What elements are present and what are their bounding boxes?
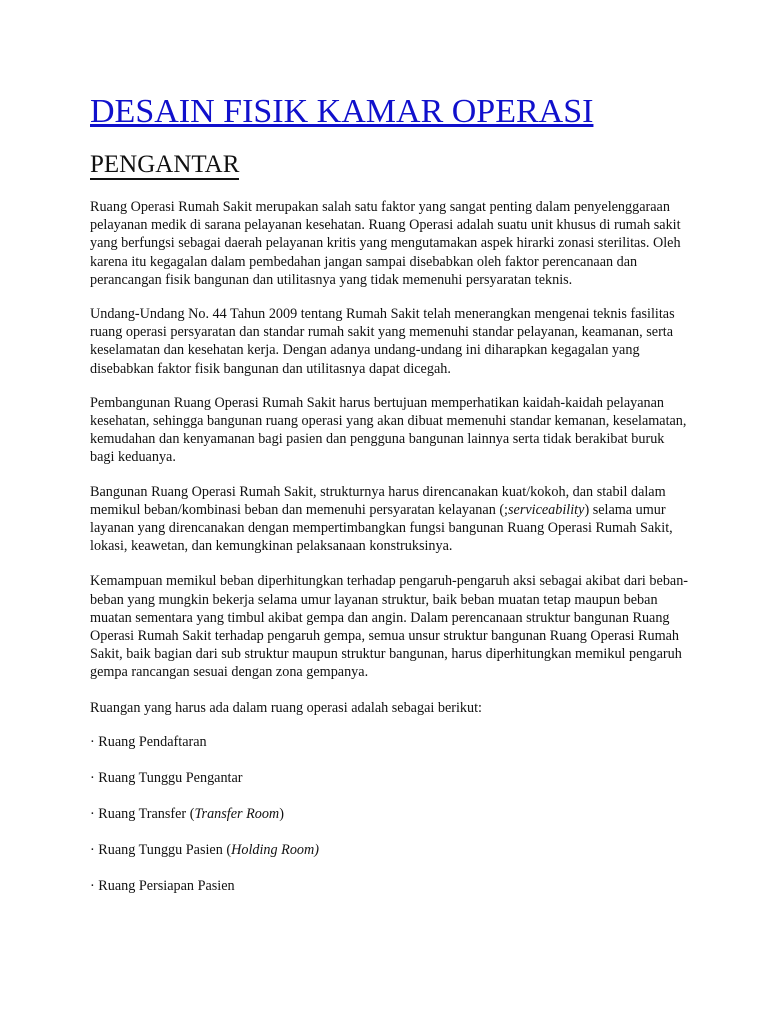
list-item [90, 769, 690, 787]
paragraph-1: Ruang Operasi Rumah Sakit merupakan salah satu faktor yang sangat penting dalam penyelenggaraan pelayanan medik di sarana pelayanan kesehatan. Ruang Operasi adalah suatu unit khusus di rumah sakit yang berfungsi sebagai daerah pelayanan kritis yang mengutamakan aspek hirarki zonasi sterilitas. Oleh karena itu kegagalan dalam pembedahan jangan sampai disebabkan oleh faktor perencanaan dan perancangan fisik bangunan dan utilitasnya yang tidak memenuhi persyaratan teknis. [90, 199, 681, 288]
list-item-text: · Ruang Pendaftaran [90, 733, 207, 750]
list-item-italic: Holding Room) [231, 841, 319, 858]
paragraph-4-italic-term: serviceability [508, 501, 585, 518]
paragraph-5: Kemampuan memikul beban diperhitungkan terhadap pengaruh-pengaruh aksi sebagai akibat dari beban-beban yang mungkin bekerja selama umur layanan struktur, baik beban muatan tetap maupun beban muatan sementara yang timbul akibat gempa dan angin. Dalam perencanaan struktur bangunan Ruang Operasi Rumah Sakit terhadap pengaruh gempa, semua unsur struktur bangunan Ruang Operasi Rumah Sakit, baik bagian dari sub struktur maupun struktur bangunan, harus diperhitungkan memikul pengaruh gempa rancangan sesuai dengan zona gempanya. [90, 573, 689, 681]
list-item-text: · Ruang Tunggu Pasien ( [90, 841, 232, 858]
document-title-link[interactable]: DESAIN FISIK KAMAR OPERASI [90, 93, 594, 130]
section-heading [90, 150, 690, 180]
list-item-suffix: ) [279, 805, 284, 822]
list-item [90, 733, 690, 751]
list-item-text: · Ruang Transfer ( [90, 805, 195, 822]
paragraph-4-text-end: ) selama umur layanan yang direncanakan dengan mempertimbangkan fungsi bangunan Ruang Operasi Rumah Sakit, lokasi, keawetan, dan kemungkinan pelaksanaan konstruksinya. [90, 501, 673, 555]
paragraph-4 [90, 483, 690, 556]
paragraph-4-text-start: Bangunan Ruang Operasi Rumah Sakit, strukturnya harus direncanakan kuat/kokoh, dan stabil dalam memikul beban/kombinasi beban dan memenuhi persyaratan kelayanan (; [90, 483, 666, 518]
room-list [90, 733, 690, 895]
list-item-italic: Transfer Room [194, 805, 280, 822]
paragraph-6: Ruangan yang harus ada dalam ruang operasi adalah sebagai berikut: [90, 699, 482, 716]
list-item-text: · Ruang Persiapan Pasien [90, 877, 235, 894]
list-item [90, 841, 690, 859]
section-heading-text: PENGANTAR [90, 151, 240, 178]
paragraph-3: Pembangunan Ruang Operasi Rumah Sakit harus bertujuan memperhatikan kaidah-kaidah pelayanan kesehatan, sehingga bangunan ruang operasi yang akan dibuat memenuhi standar kemanan, keselamatan, kemudahan dan kenyamanan bagi pasien dan pengguna bangunan lainnya serta tidak berakibat buruk bagi keduanya. [90, 394, 687, 466]
document-page [90, 92, 690, 895]
list-item [90, 805, 690, 823]
list-item [90, 877, 690, 895]
list-item-text: · Ruang Tunggu Pengantar [90, 769, 243, 786]
paragraph-2: Undang-Undang No. 44 Tahun 2009 tentang Rumah Sakit telah menerangkan mengenai teknis fasilitas ruang operasi persyaratan dan standar rumah sakit yang memenuhi standar pelayanan, keamanan, serta keselamatan dan kesehatan kerja. Dengan adanya undang-undang ini diharapkan kegagalan yang disebabkan faktor fisik bangunan dan utilitasnya dapat dicegah. [90, 306, 675, 377]
